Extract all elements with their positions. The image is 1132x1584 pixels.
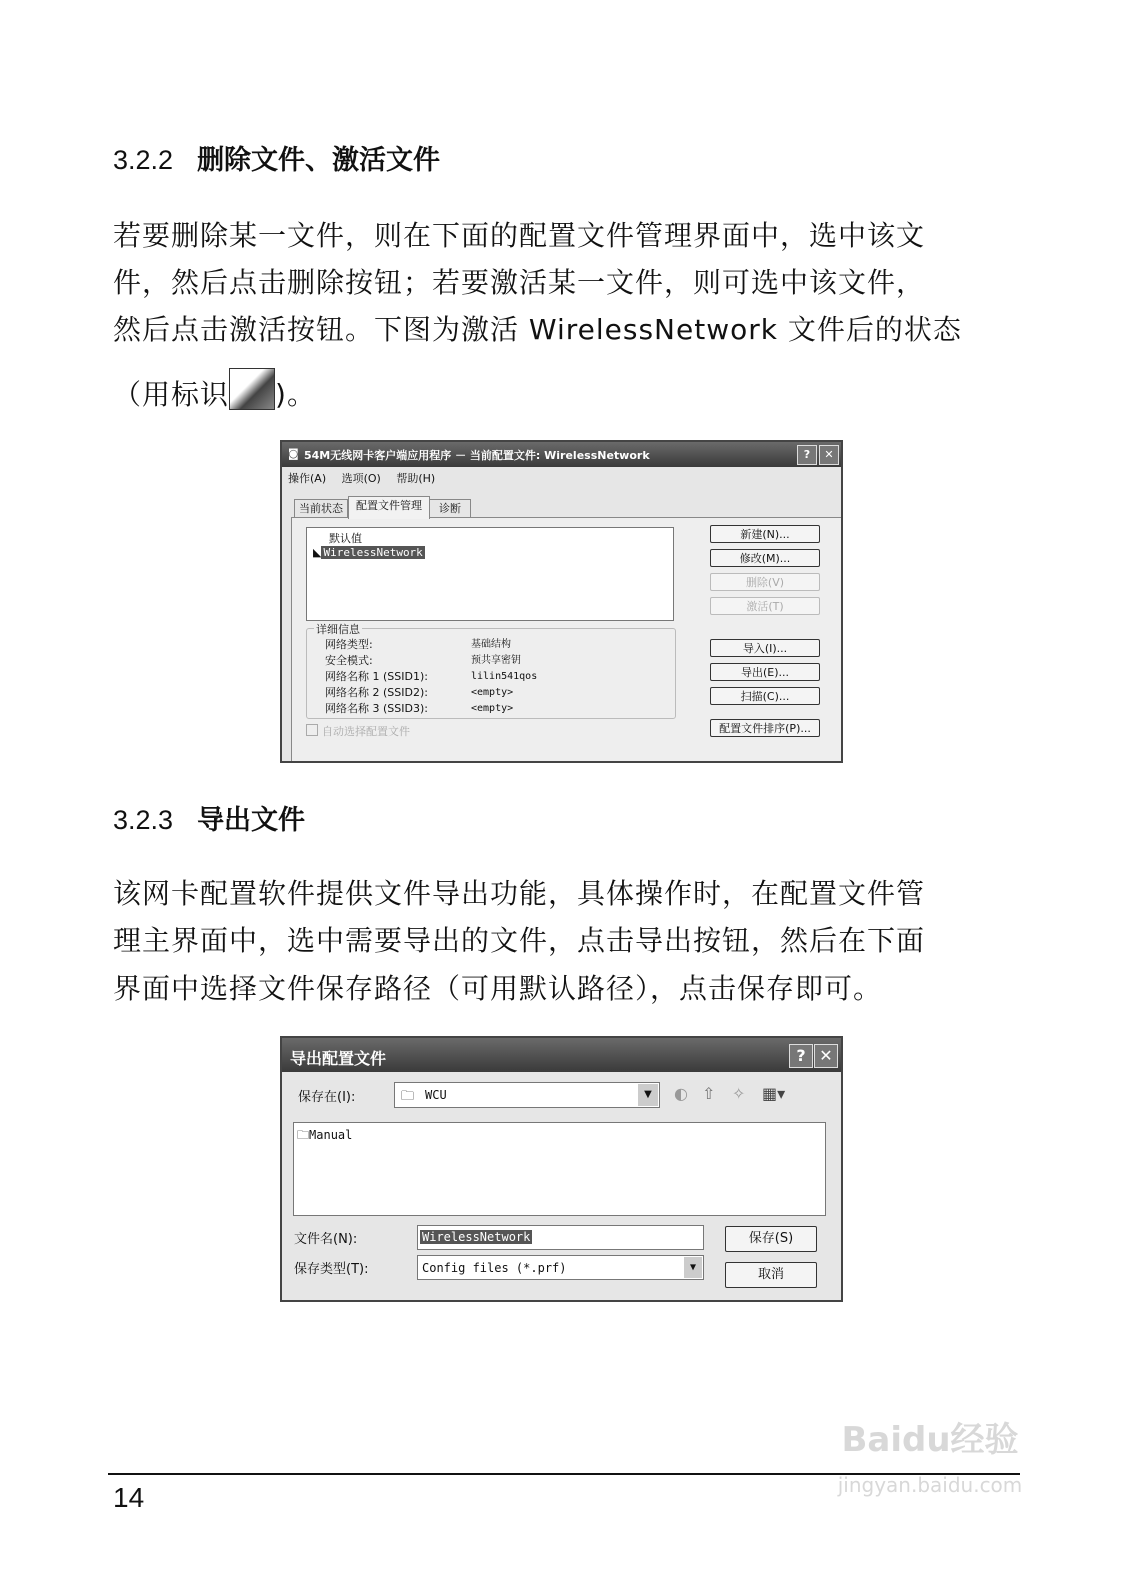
paragraph-line: 界面中选择文件保存路径（可用默认路径），点击保存即可。 bbox=[113, 972, 883, 1005]
filename-input[interactable] bbox=[417, 1225, 704, 1250]
details-group bbox=[306, 623, 676, 719]
details-label: 详细信息 bbox=[316, 623, 360, 636]
up-folder-icon[interactable]: ⇧ bbox=[702, 1084, 716, 1103]
close-button[interactable]: ✕ bbox=[814, 1044, 838, 1068]
detail-key: 网络类型: bbox=[325, 638, 373, 651]
detail-value: 预共享密钥 bbox=[471, 655, 521, 666]
detail-value: 基础结构 bbox=[471, 639, 511, 650]
active-profile-icon: ◣ bbox=[313, 546, 322, 559]
detail-key: 安全模式: bbox=[325, 654, 373, 667]
tab-profile-management[interactable]: 配置文件管理 bbox=[348, 496, 430, 519]
details-values bbox=[471, 637, 537, 717]
back-icon[interactable]: ◐ bbox=[674, 1084, 688, 1103]
help-button[interactable]: ? bbox=[797, 445, 817, 465]
filename-label: 文件名(N): bbox=[294, 1232, 358, 1247]
save-type-combo[interactable] bbox=[417, 1255, 704, 1280]
window-title: 54M无线网卡客户端应用程序 － 当前配置文件: WirelessNetwork bbox=[304, 449, 650, 462]
delete-button[interactable]: 删除(V) bbox=[710, 573, 820, 591]
new-button[interactable]: 新建(N)... bbox=[710, 525, 820, 543]
tab-diagnostics[interactable]: 诊断 bbox=[429, 499, 471, 518]
baidu-watermark-logo: Baidu经验 jingyan.baidu.com bbox=[837, 1420, 1023, 1497]
checkbox-label: 自动选择配置文件 bbox=[322, 725, 410, 738]
menu-help[interactable]: 帮助(H) bbox=[396, 472, 436, 485]
file-list[interactable] bbox=[293, 1122, 826, 1216]
profile-item-wirelessnetwork[interactable] bbox=[313, 546, 425, 559]
close-button[interactable]: ✕ bbox=[819, 445, 839, 465]
title-bar bbox=[282, 442, 841, 467]
dropdown-arrow-icon[interactable]: ▼ bbox=[638, 1084, 658, 1106]
detail-key: 网络名称 2 (SSID2): bbox=[325, 686, 428, 699]
text: )。 bbox=[275, 378, 316, 411]
active-profile-marker-icon bbox=[229, 368, 275, 410]
paragraph-line: 该网卡配置软件提供文件导出功能，具体操作时，在配置文件管 bbox=[113, 877, 926, 910]
page-number: 14 bbox=[113, 1482, 145, 1513]
save-type-label: 保存类型(T): bbox=[294, 1262, 369, 1277]
activate-button[interactable]: 激活(T) bbox=[710, 597, 820, 615]
checkbox-icon bbox=[306, 724, 318, 736]
section-heading-3-2-2 bbox=[113, 138, 440, 177]
view-menu-icon[interactable]: ▦▾ bbox=[762, 1084, 786, 1103]
filename-value: WirelessNetwork bbox=[422, 1230, 531, 1244]
save-button[interactable]: 保存(S) bbox=[725, 1226, 817, 1252]
menu-operation[interactable]: 操作(A) bbox=[288, 472, 327, 485]
section-number: 3.2.3 bbox=[113, 805, 174, 835]
title-bar bbox=[282, 1038, 841, 1072]
folder-icon: 🗀 bbox=[297, 1128, 310, 1142]
auto-select-checkbox[interactable] bbox=[306, 723, 410, 739]
detail-value: <empty> bbox=[471, 703, 514, 714]
text: （用标识 bbox=[113, 378, 230, 411]
save-in-value: WCU bbox=[425, 1088, 447, 1102]
detail-value: <empty> bbox=[471, 687, 514, 698]
section-title: 删除文件、激活文件 bbox=[197, 145, 441, 176]
cancel-button[interactable]: 取消 bbox=[725, 1262, 817, 1288]
section-number: 3.2.2 bbox=[113, 145, 174, 175]
file-name: Manual bbox=[309, 1128, 353, 1142]
menu-bar bbox=[288, 470, 435, 486]
profile-list[interactable] bbox=[306, 527, 674, 621]
import-button[interactable]: 导入(I)... bbox=[710, 639, 820, 657]
help-button[interactable]: ? bbox=[789, 1044, 813, 1068]
app-icon: ◙ bbox=[288, 447, 299, 460]
folder-icon: 🗀 bbox=[401, 1089, 415, 1104]
dropdown-arrow-icon[interactable]: ▼ bbox=[684, 1257, 702, 1278]
scan-button[interactable]: 扫描(C)... bbox=[710, 687, 820, 705]
paragraph-line: 然后点击激活按钮。下图为激活 WirelessNetwork 文件后的状态 bbox=[113, 313, 962, 346]
save-in-combo[interactable] bbox=[394, 1082, 660, 1108]
detail-key: 网络名称 1 (SSID1): bbox=[325, 670, 428, 683]
paragraph-line bbox=[113, 368, 1013, 413]
detail-value: lilin541qos bbox=[471, 671, 538, 682]
modify-button[interactable]: 修改(M)... bbox=[710, 549, 820, 567]
section-title: 导出文件 bbox=[197, 805, 306, 836]
profile-item-default[interactable]: 默认值 bbox=[329, 532, 362, 545]
section-heading-3-2-3 bbox=[113, 798, 305, 837]
tab-current-status[interactable]: 当前状态 bbox=[294, 499, 348, 518]
paragraph-line: 件，然后点击删除按钮；若要激活某一文件，则可选中该文件， bbox=[113, 266, 926, 299]
new-folder-icon[interactable]: ✧ bbox=[732, 1084, 746, 1103]
export-profile-dialog bbox=[280, 1036, 843, 1302]
dialog-title: 导出配置文件 bbox=[290, 1049, 387, 1068]
paragraph-line: 若要删除某一文件，则在下面的配置文件管理界面中，选中该文 bbox=[113, 219, 926, 252]
save-in-label: 保存在(I): bbox=[298, 1090, 356, 1105]
menu-options[interactable]: 选项(O) bbox=[341, 472, 381, 485]
profile-name: WirelessNetwork bbox=[323, 546, 423, 559]
profile-management-window bbox=[280, 440, 843, 763]
detail-key: 网络名称 3 (SSID3): bbox=[325, 702, 428, 715]
profile-order-button[interactable]: 配置文件排序(P)... bbox=[710, 719, 820, 737]
details-keys bbox=[325, 637, 428, 717]
save-type-value: Config files (*.prf) bbox=[422, 1261, 567, 1275]
file-item-manual[interactable] bbox=[297, 1126, 352, 1147]
export-button[interactable]: 导出(E)... bbox=[710, 663, 820, 681]
paragraph-line: 理主界面中，选中需要导出的文件，点击导出按钮，然后在下面 bbox=[113, 924, 926, 957]
